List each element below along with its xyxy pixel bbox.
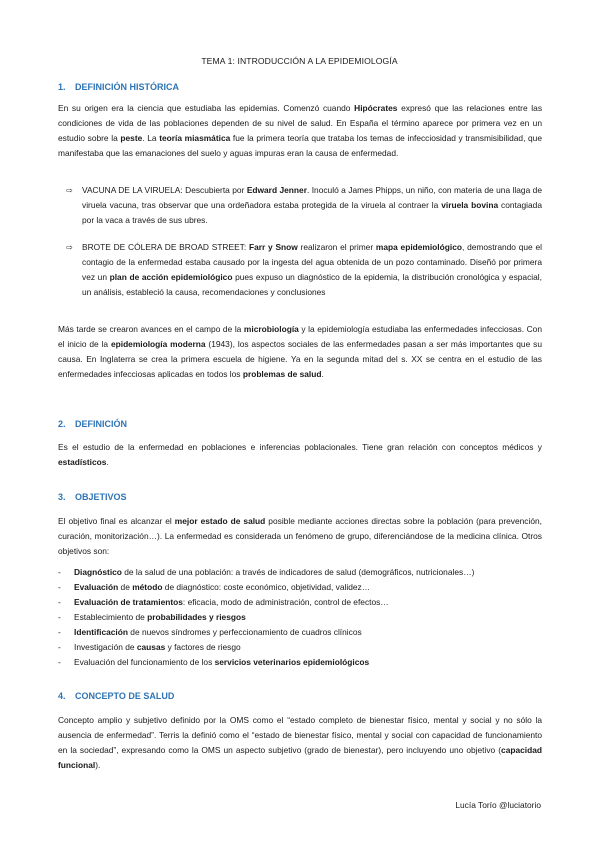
dash-bullet-icon: - bbox=[58, 612, 61, 622]
list-item bbox=[58, 565, 542, 580]
bold-text: Evaluación bbox=[74, 582, 119, 592]
bold-text: microbiología bbox=[243, 324, 299, 334]
dash-bullet-icon: - bbox=[58, 657, 61, 667]
bold-text: capacidad funcional bbox=[58, 745, 542, 770]
dash-bullet-icon: - bbox=[58, 642, 61, 652]
list-item bbox=[58, 580, 542, 595]
bold-text: problemas de salud bbox=[242, 369, 322, 379]
list-item-text: Investigación de causas y factores de riesgo bbox=[74, 642, 241, 652]
bold-text: Identificación bbox=[74, 627, 128, 637]
paragraph: Es el estudio de la enfermedad en poblaciones e inferencias poblacionales. Tiene gran relación con conceptos médicos y estadísticos. bbox=[58, 442, 542, 467]
list-item-text: Evaluación de tratamientos: eficacia, modo de administración, control de efectos… bbox=[74, 597, 389, 607]
arrow-bullet-item bbox=[66, 240, 542, 300]
list-item bbox=[58, 625, 542, 640]
dash-bullet-icon: - bbox=[58, 597, 61, 607]
section-number: 2. bbox=[58, 419, 66, 429]
paragraph: Más tarde se crearon avances en el campo de la microbiología y la epidemiología estudiaba las enfermedades infecciosas. Con el inicio de la epidemiología moderna (1943), los aspectos sociales de las enfermedades pasan a ser más importantes que su causa. En Inglaterra se crea la primera escuela de higiene. Ya en la segunda mitad del s. XX se centra en el estudio de las enfermedades infecciosas aplicadas en todos los problemas de salud. bbox=[58, 324, 542, 379]
paragraph: El objetivo final es alcanzar el mejor estado de salud posible mediante acciones directas sobre la población (para prevención, curación, monitorización…). La enfermedad es considerada un fenómeno de grupo, diferenciándose de la medicina clínica. Otros objetivos son: bbox=[58, 516, 542, 556]
bold-text: Diagnóstico bbox=[74, 567, 122, 577]
arrow-bullet-icon: ⇨ bbox=[66, 186, 73, 195]
list-item-text: Evaluación de método de diagnóstico: coste económico, objetividad, validez… bbox=[74, 582, 371, 592]
bold-text: causas bbox=[136, 642, 166, 652]
bold-text: estadísticos bbox=[58, 457, 107, 467]
paragraph: Concepto amplio y subjetivo definido por la OMS como el “estado completo de bienestar físico, mental y social y no sólo la ausencia de enfermedad”. Terris la definió como el “estado de bienestar físico, mental y social con capacidad de funcionamiento en la sociedad”, expresando como la OMS un aspecto subjetivo (grado de bienestar), pero incluyendo uno objetivo (capacidad funcional). bbox=[58, 715, 542, 770]
dash-bullet-icon: - bbox=[58, 567, 61, 577]
section-heading-2 bbox=[58, 419, 127, 429]
bold-text: Evaluación de tratamientos bbox=[74, 597, 183, 607]
list-item-text: Establecimiento de probabilidades y riesgos bbox=[74, 612, 246, 622]
bold-text: probabilidades y riesgos bbox=[147, 612, 246, 622]
bold-text: teoría miasmática bbox=[159, 133, 231, 143]
bold-text: método bbox=[132, 582, 163, 592]
bold-text: plan de acción epidemiológico bbox=[109, 272, 233, 282]
section-number: 4. bbox=[58, 691, 66, 701]
paragraph: En su origen era la ciencia que estudiaba las epidemias. Comenzó cuando Hipócrates expresó que las relaciones entre las condiciones de vida de las poblaciones dependen de su nivel de salud. En España el término aparece por primera vez en un estudio sobre la peste. La teoría miasmática fue la primera teoría que trataba los temas de infecciosidad y transmisibilidad, que manifestaba que las emanaciones del suelo y aguas impuras eran la causa de enfermedad. bbox=[58, 103, 543, 158]
section-title: OBJETIVOS bbox=[75, 492, 127, 502]
bold-text: Hipócrates bbox=[354, 103, 398, 113]
page-title: TEMA 1: INTRODUCCIÓN A LA EPIDEMIOLOGÍA bbox=[201, 56, 398, 66]
arrow-bullet-icon: ⇨ bbox=[66, 243, 73, 252]
section-heading-4 bbox=[58, 691, 174, 701]
section-title: DEFINICIÓN HISTÓRICA bbox=[75, 82, 180, 92]
section-number: 3. bbox=[58, 492, 66, 502]
bold-text: mapa epidemiológico bbox=[375, 242, 462, 252]
bold-text: Edward Jenner bbox=[246, 185, 307, 195]
list-item bbox=[58, 640, 542, 655]
bullet-text: BROTE DE CÓLERA DE BROAD STREET: Farr y Snow realizaron el primer mapa epidemiológico, demostrando que el contagio de la enfermedad estaba causado por la ingesta del agua obtenida de un pozo contaminado. Diseñó por primera vez un plan de acción epidemiológico pues expuso un diagnóstico de la epidemia, la distribución cronológica y espacial, un análisis, estableció la causa, recomendaciones y conclusiones bbox=[82, 242, 542, 297]
bold-text: servicios veterinarios epidemiológicos bbox=[214, 657, 370, 667]
section-heading-3 bbox=[58, 492, 127, 502]
section-title: CONCEPTO DE SALUD bbox=[75, 691, 175, 701]
list-item bbox=[58, 655, 542, 670]
bold-text: epidemiología moderna bbox=[110, 339, 206, 349]
bold-text: peste bbox=[120, 133, 143, 143]
bullet-text: VACUNA DE LA VIRUELA: Descubierta por Edward Jenner. Inoculó a James Phipps, un niño, con materia de una llaga de viruela vacuna, tras observar que una ordeñadora estaba protegida de la viruela al contraer la viruela bovina contagiada por la vaca a través de sus ubres. bbox=[82, 185, 542, 225]
section-heading-1 bbox=[58, 82, 179, 92]
section-title: DEFINICIÓN bbox=[75, 419, 128, 429]
list-item-text: Diagnóstico de la salud de una población: a través de indicadores de salud (demográficos, nutricionales…) bbox=[74, 567, 475, 577]
bold-text: viruela bovina bbox=[441, 200, 499, 210]
list-item-text: Identificación de nuevos síndromes y perfeccionamiento de cuadros clínicos bbox=[74, 627, 362, 637]
list-item bbox=[58, 610, 542, 625]
list-item-text: Evaluación del funcionamiento de los servicios veterinarios epidemiológicos bbox=[74, 657, 370, 667]
dash-bullet-icon: - bbox=[58, 582, 61, 592]
list-item bbox=[58, 595, 542, 610]
bold-text: mejor estado de salud bbox=[174, 516, 266, 526]
objectives-list bbox=[58, 565, 542, 670]
bold-text: Farr y Snow bbox=[248, 242, 298, 252]
footer-author: Lucía Torío @luciatorio bbox=[455, 800, 541, 810]
arrow-bullet-item bbox=[66, 183, 542, 228]
section-number: 1. bbox=[58, 82, 66, 92]
dash-bullet-icon: - bbox=[58, 627, 61, 637]
